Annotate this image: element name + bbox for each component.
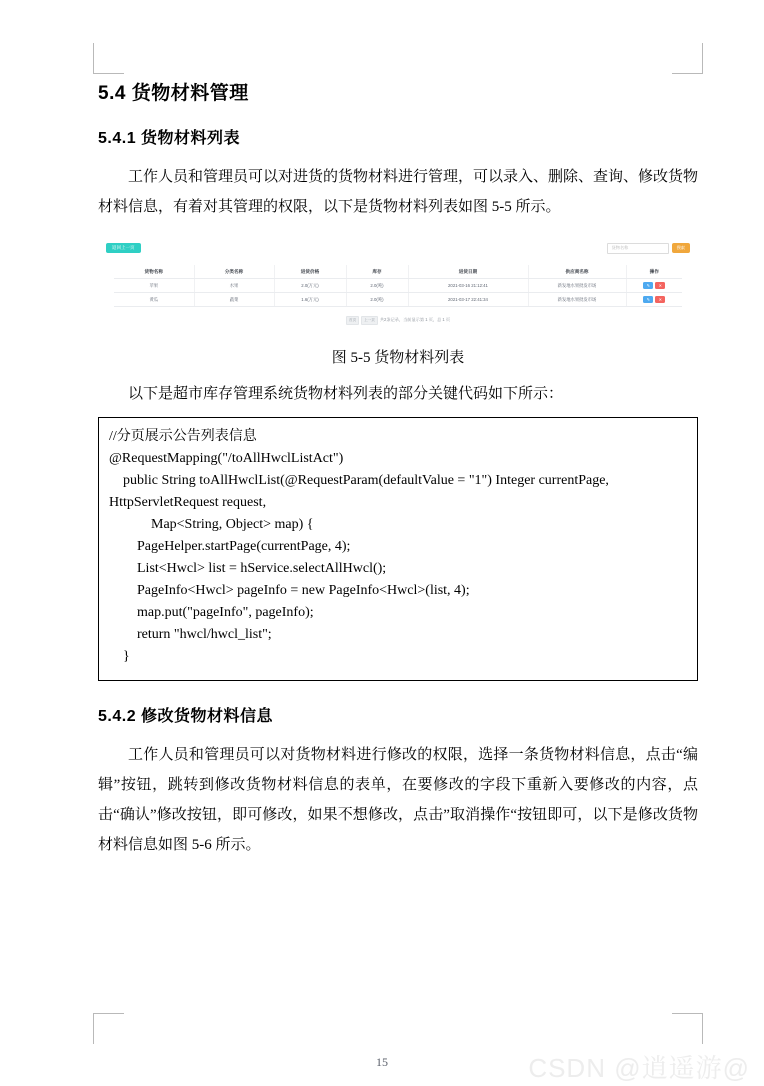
section-heading: 5.4 货物材料管理 — [98, 83, 249, 104]
pencil-icon: ✎ — [646, 297, 650, 302]
code-line: List<Hwcl> list = hService.selectAllHwcl(); — [109, 561, 387, 576]
table-row[interactable] — [114, 279, 682, 293]
screenshot-toolbar — [98, 234, 698, 263]
subsection-heading-541: 5.4.1 货物材料列表 — [98, 130, 241, 147]
cell-category: 水果 — [194, 279, 274, 293]
paragraph-intro: 工作人员和管理员可以对进货的货物材料进行管理，可以录入、删除、查询、修改货物材料信息，有着对其管理的权限，以下是货物材料列表如图 5-5 所示。 — [98, 169, 699, 215]
table-header-row — [114, 265, 682, 279]
code-line: public String toAllHwclList(@RequestParam(defaultValue = "1") Integer currentPage, — [109, 473, 609, 488]
column-header-supplier: 供应商名称 — [528, 265, 626, 279]
column-header-price: 进货价格 — [274, 265, 346, 279]
search-button[interactable]: 搜索 — [672, 243, 690, 253]
crop-mark-top-right — [672, 43, 703, 74]
cell-date: 2021-03-17 22:41:34 — [408, 293, 528, 307]
code-block — [98, 417, 698, 681]
crop-mark-bottom-left — [93, 1013, 124, 1044]
column-header-actions: 操作 — [626, 265, 682, 279]
edit-row-button[interactable] — [643, 296, 653, 303]
cell-actions — [626, 293, 682, 307]
pagination-info: 共2条记录，当前显示第 1 页，总 1 页 — [379, 317, 451, 322]
code-line: } — [109, 649, 130, 664]
goods-table — [114, 265, 682, 307]
cell-supplier: 新发地水果批发市场 — [528, 279, 626, 293]
code-line: HttpServletRequest request, — [109, 495, 267, 510]
code-line: //分页展示公告列表信息 — [109, 429, 257, 444]
code-line: Map<String, Object> map) { — [109, 517, 314, 532]
cell-price: 1.6(万元) — [274, 293, 346, 307]
table-row[interactable] — [114, 293, 682, 307]
code-line: return "hwcl/hwcl_list"; — [109, 627, 272, 642]
document-content — [98, 78, 698, 866]
cell-category: 蔬菜 — [194, 293, 274, 307]
search-area — [607, 243, 690, 254]
edit-row-button[interactable] — [643, 282, 653, 289]
cell-supplier: 新发地水果批发市场 — [528, 293, 626, 307]
page-number: 15 — [376, 1055, 388, 1069]
close-icon: ✕ — [658, 283, 662, 288]
code-line: map.put("pageInfo", pageInfo); — [109, 605, 314, 620]
cell-price: 2.0(万元) — [274, 279, 346, 293]
figure-caption-5-5: 图 5-5 货物材料列表 — [331, 350, 465, 366]
paragraph-edit-goods: 工作人员和管理员可以对货物材料进行修改的权限，选择一条货物材料信息，点击“编辑”按钮，跳转到修改货物材料信息的表单，在要修改的字段下重新入要修改的内容，点击“确认”修改按钮，即可修改，如果不想修改，点击”取消操作“按钮即可，以下是修改货物材料信息如图 5-6 所示。 — [98, 747, 698, 853]
crop-mark-top-left — [93, 43, 124, 74]
cell-name: 苹果 — [114, 279, 194, 293]
cell-actions — [626, 279, 682, 293]
cell-stock: 2.0(吨) — [346, 279, 408, 293]
pagination-prev-button[interactable]: 上一页 — [361, 316, 378, 325]
cell-stock: 2.0(吨) — [346, 293, 408, 307]
code-line: PageHelper.startPage(currentPage, 4); — [109, 539, 351, 554]
pagination-first-button[interactable]: 首页 — [346, 316, 359, 325]
column-header-name: 货物名称 — [114, 265, 194, 279]
code-line: PageInfo<Hwcl> pageInfo = new PageInfo<Hwcl>(list, 4); — [109, 583, 470, 598]
pencil-icon: ✎ — [646, 283, 650, 288]
back-button[interactable]: 返回上一页 — [106, 243, 141, 254]
column-header-stock: 库存 — [346, 265, 408, 279]
figure-screenshot-goods-list — [98, 234, 698, 332]
subsection-heading-542: 5.4.2 修改货物材料信息 — [98, 708, 274, 725]
search-input[interactable]: 货物名称 — [607, 243, 669, 254]
pagination-bar — [98, 307, 698, 332]
csdn-watermark: CSDN @逍遥游@ — [528, 1053, 750, 1083]
close-icon: ✕ — [658, 297, 662, 302]
column-header-category: 分类名称 — [194, 265, 274, 279]
delete-row-button[interactable] — [655, 296, 665, 303]
crop-mark-bottom-right — [672, 1013, 703, 1044]
cell-date: 2021-03-16 21:12:41 — [408, 279, 528, 293]
code-line: @RequestMapping("/toAllHwclListAct") — [109, 451, 344, 466]
column-header-date: 进货日期 — [408, 265, 528, 279]
delete-row-button[interactable] — [655, 282, 665, 289]
cell-name: 黄瓜 — [114, 293, 194, 307]
paragraph-code-intro: 以下是超市库存管理系统货物材料列表的部分关键代码如下所示： — [128, 386, 564, 402]
